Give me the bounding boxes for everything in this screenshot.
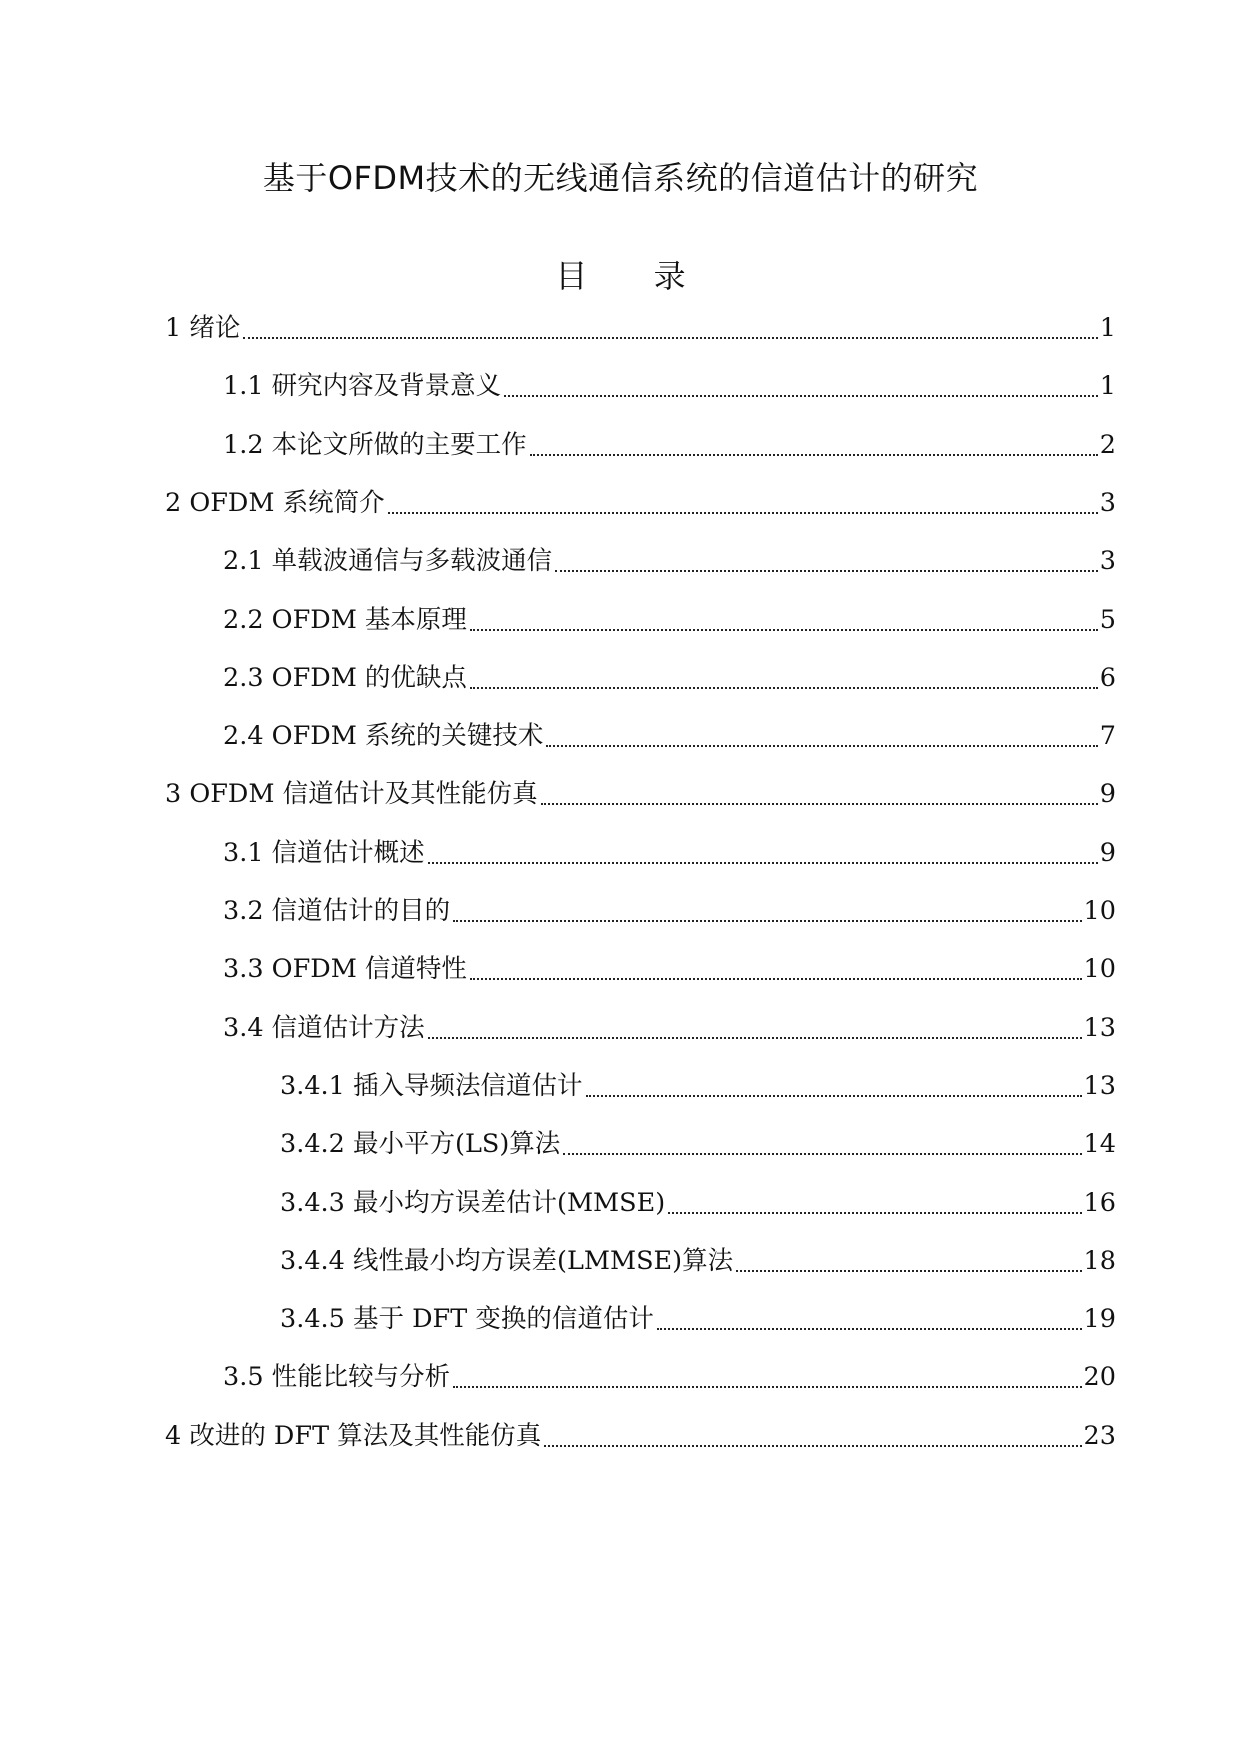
toc-entry-page-number: 23: [1083, 1420, 1116, 1451]
toc-entry-title: 3.1 信道估计概述: [223, 837, 425, 868]
toc-entry-page-number: 7: [1099, 721, 1116, 752]
toc-entry[interactable]: [280, 1241, 1116, 1281]
toc-dot-leader: [563, 1153, 1081, 1155]
toc-entry-title: 3.4.5 基于 DFT 变换的信道估计: [280, 1304, 654, 1335]
toc-entry-page-number: 10: [1083, 896, 1116, 926]
toc-entry[interactable]: [280, 1183, 1116, 1223]
toc-entry[interactable]: [223, 1008, 1116, 1048]
toc-entry-page-number: 1: [1099, 371, 1116, 402]
toc-entry-title: 3.3 OFDM 信道特性: [223, 954, 467, 985]
toc-entry-title: 3.4 信道估计方法: [223, 1012, 425, 1043]
toc-entry[interactable]: [165, 308, 1116, 348]
toc-dot-leader: [586, 1095, 1082, 1097]
toc-entry-page-number: 13: [1083, 1012, 1116, 1043]
toc-entry-title: 2.4 OFDM 系统的关键技术: [223, 721, 544, 752]
toc-dot-leader: [555, 570, 1098, 572]
toc-entry[interactable]: [223, 425, 1116, 465]
toc-entry[interactable]: [223, 891, 1116, 931]
toc-entry-title: 2 OFDM 系统简介: [165, 487, 385, 518]
toc-dot-leader: [470, 687, 1098, 689]
toc-dot-leader: [428, 1037, 1082, 1039]
toc-entry-title: 3.4.4 线性最小均方误差(LMMSE)算法: [280, 1245, 734, 1276]
toc-entry-page-number: 9: [1099, 837, 1116, 868]
toc-dot-leader: [243, 337, 1097, 339]
toc-entry-title: 2.3 OFDM 的优缺点: [223, 662, 467, 693]
toc-dot-leader: [453, 1386, 1081, 1388]
toc-entry[interactable]: [165, 483, 1116, 523]
toc-dot-leader: [544, 1445, 1081, 1447]
toc-entry-title: 2.1 单载波通信与多载波通信: [223, 546, 553, 577]
toc-entry-page-number: 6: [1099, 662, 1116, 693]
toc-dot-leader: [736, 1270, 1081, 1272]
toc-dot-leader: [668, 1212, 1081, 1214]
toc-entry[interactable]: [223, 716, 1116, 756]
toc-entry[interactable]: [223, 600, 1116, 640]
toc-entry-title: 1 绪论: [165, 313, 241, 343]
toc-entry[interactable]: [223, 366, 1116, 406]
toc-dot-leader: [453, 920, 1081, 922]
toc-entry-page-number: 10: [1083, 954, 1116, 985]
toc-dot-leader: [428, 862, 1098, 864]
toc-entry-page-number: 5: [1099, 604, 1116, 635]
toc-entry-page-number: 16: [1083, 1187, 1116, 1218]
toc-entry-page-number: 3: [1099, 546, 1116, 577]
toc-entry-title: 3.4.3 最小均方误差估计(MMSE): [280, 1187, 666, 1218]
toc-entry[interactable]: [280, 1066, 1116, 1106]
toc-entry-title: 3.4.1 插入导频法信道估计: [280, 1070, 583, 1101]
toc-entry-title: 2.2 OFDM 基本原理: [223, 604, 467, 635]
toc-entry[interactable]: [165, 774, 1116, 814]
toc-entry[interactable]: [223, 1357, 1116, 1397]
toc-entry-page-number: 9: [1099, 779, 1116, 810]
toc-entry-title: 1.2 本论文所做的主要工作: [223, 429, 527, 460]
document-title: 基于OFDM技术的无线通信系统的信道估计的研究: [262, 159, 979, 197]
toc-entry-page-number: 18: [1083, 1245, 1116, 1276]
toc-entry-page-number: 14: [1083, 1129, 1116, 1160]
toc-entry[interactable]: [280, 1299, 1116, 1339]
toc-dot-leader: [470, 978, 1082, 980]
toc-entry[interactable]: [223, 833, 1116, 873]
toc-dot-leader: [504, 395, 1098, 397]
toc-entry[interactable]: [223, 541, 1116, 581]
toc-dot-leader: [388, 512, 1098, 514]
toc-heading: 目 录: [555, 257, 714, 295]
toc-dot-leader: [530, 454, 1098, 456]
toc-entry-page-number: 1: [1099, 313, 1116, 343]
toc-entry-page-number: 2: [1099, 429, 1116, 460]
toc-entry-title: 4 改进的 DFT 算法及其性能仿真: [165, 1420, 542, 1451]
toc-entry-title: 3 OFDM 信道估计及其性能仿真: [165, 779, 538, 810]
toc-entry-page-number: 19: [1083, 1304, 1116, 1335]
toc-dot-leader: [470, 629, 1098, 631]
toc-entry-page-number: 3: [1099, 487, 1116, 518]
toc-entry-title: 3.2 信道估计的目的: [223, 896, 451, 926]
toc-entry[interactable]: [165, 1416, 1116, 1456]
toc-dot-leader: [546, 745, 1097, 747]
toc-dot-leader: [541, 803, 1098, 805]
toc-entry[interactable]: [223, 658, 1116, 698]
toc-entry-page-number: 20: [1083, 1362, 1116, 1393]
toc-entry-title: 1.1 研究内容及背景意义: [223, 371, 502, 402]
toc-entry-page-number: 13: [1083, 1070, 1116, 1101]
toc-dot-leader: [657, 1328, 1082, 1330]
toc-entry-title: 3.4.2 最小平方(LS)算法: [280, 1129, 561, 1160]
toc-entry-title: 3.5 性能比较与分析: [223, 1362, 451, 1393]
toc-entry[interactable]: [223, 949, 1116, 989]
toc-entry[interactable]: [280, 1124, 1116, 1164]
